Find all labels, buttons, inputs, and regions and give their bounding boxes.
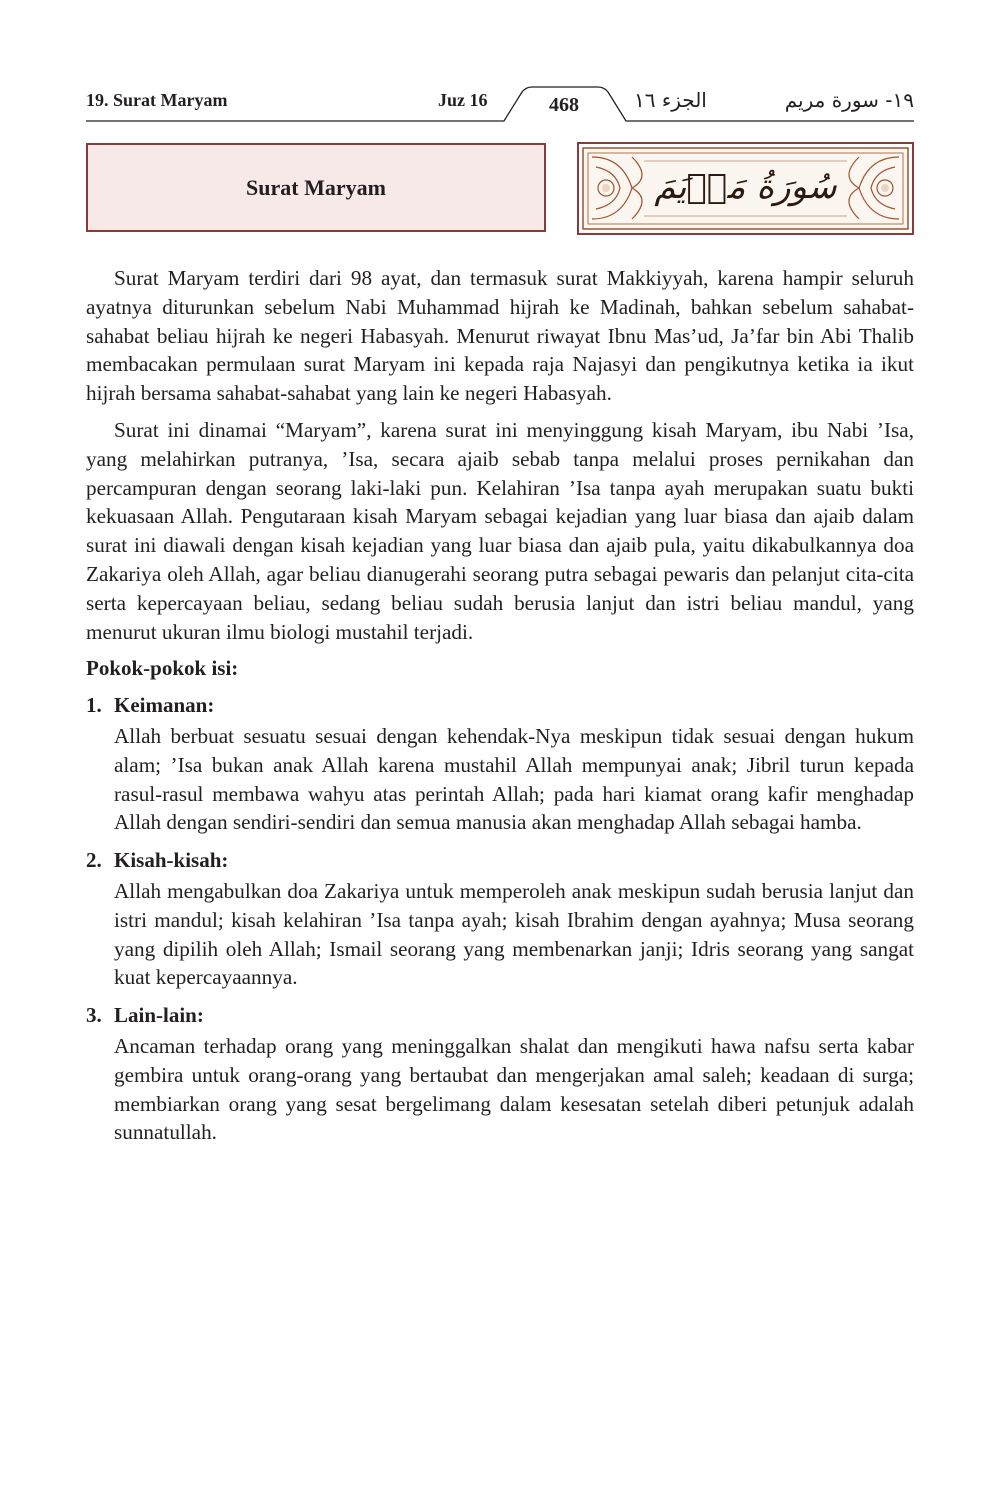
item-number: 3. [86, 1003, 102, 1028]
intro-paragraph: Surat ini dinamai “Maryam”, karena surat ini menyinggung kisah Maryam, ibu Nabi ’Isa, yang melahirkan putranya, ’Isa, secara ajaib sebab tanpa melalui proses pernikahan dan percampuran dengan seorang laki-laki pun. Kelahiran ’Isa tanpa ayah merupakan suatu bukti kekuasaan Allah. Pengutaraan kisah Maryam sebagai kejadian yang luar biasa dan ajaib dalam surat ini diawali dengan kisah kejadian yang luar biasa dan ajaib pula, yaitu dikabulkannya doa Zakariya oleh Allah, agar beliau dianugerahi seorang putra sebagai pewaris dan pelanjut cita-cita serta kepercayaan beliau, sedang beliau sudah berusia lanjut dan istri beliau mandul, yang menurut ukuran ilmu biologi mustahil terjadi. [86, 417, 914, 644]
item-number: 1. [86, 693, 102, 718]
page-number: 468 [549, 94, 579, 116]
item-heading: Lain-lain: [114, 1003, 204, 1028]
item-body: Allah berbuat sesuatu sesuai dengan kehendak-Nya meskipun tidak sesuai dengan hukum alam; ’Isa bukan anak Allah karena mustahil Allah mempunyai anak; Jibril turun kepada rasul-rasul membawa wahyu atas perintah Allah; pada hari kiamat orang kafir menghadap Allah dengan sendiri-sendiri dan semua manusia akan menghadap Allah sebagai hamba. [114, 723, 914, 835]
item-number: 2. [86, 848, 102, 873]
ornamental-surah-banner [577, 142, 914, 235]
list-item [86, 1001, 914, 1147]
surah-title: Surat Maryam [246, 174, 386, 200]
list-item [86, 691, 914, 837]
section-heading: Pokok-pokok isi: [86, 656, 239, 681]
item-heading: Kisah-kisah: [114, 848, 229, 873]
item-heading: Keimanan: [114, 693, 215, 718]
surah-title-box [86, 143, 546, 232]
header-surah-arabic: ١٩- سورة مريم [784, 88, 914, 112]
page-header [86, 86, 914, 122]
surah-calligraphy: سُورَةُ مَرۡيَمَ [654, 167, 837, 207]
header-juz-arabic: الجزء ١٦ [634, 88, 707, 112]
header-surah-title: 19. Surat Maryam [86, 90, 228, 110]
intro-paragraph: Surat Maryam terdiri dari 98 ayat, dan termasuk surat Makkiyyah, karena hampir seluruh ayatnya diturunkan sebelum Nabi Muhammad hijrah ke Madinah, bahkan sebelum sahabat-sahabat beliau hijrah ke negeri Habasyah. Menurut riwayat Ibnu Mas’ud, Ja’far bin Abi Thalib membacakan permulaan surat Maryam ini kepada raja Najasyi dan pengikutnya ketika ia ikut hijrah bersama sahabat-sahabat yang lain ke negeri Habasyah. [86, 266, 914, 406]
item-body: Allah mengabulkan doa Zakariya untuk memperoleh anak meskipun sudah berusia lanjut dan istri mandul; kisah kelahiran ’Isa tanpa ayah; kisah Ibrahim dengan ayahnya; Musa seorang yang dipilih oleh Allah; Ismail seorang yang membenarkan janji; Idris seorang yang sangat kuat kepercayaannya. [114, 878, 914, 990]
header-juz: Juz 16 [438, 90, 488, 110]
list-item [86, 846, 914, 992]
item-body: Ancaman terhadap orang yang meninggalkan shalat dan mengikuti hawa nafsu serta kabar gembira untuk orang-orang yang bertaubat dan mengerjakan amal saleh; keadaan di surga; membiarkan orang yang sesat bergelimang dalam kesesatan setelah diberi petunjuk adalah sunnatullah. [114, 1033, 914, 1145]
page-body [86, 264, 914, 1156]
